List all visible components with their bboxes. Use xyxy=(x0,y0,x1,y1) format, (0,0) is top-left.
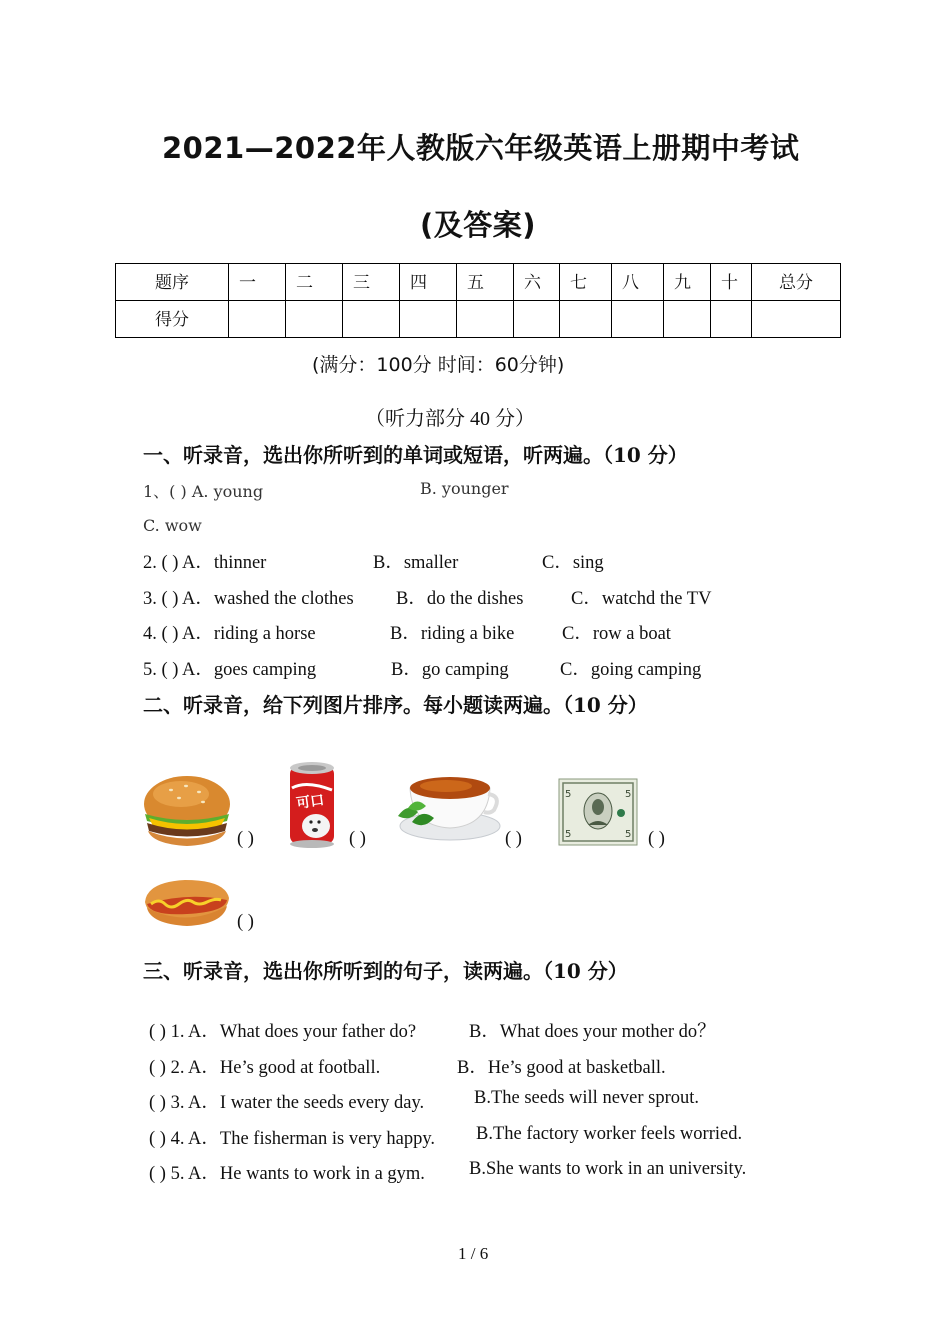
s3-q2-stem: ( ) 2. A．He’s good at football. xyxy=(149,1058,381,1078)
table-cell: 二 xyxy=(286,264,343,301)
svg-text:5: 5 xyxy=(565,789,572,800)
table-cell: 七 xyxy=(560,264,612,301)
score-input-cell[interactable] xyxy=(711,301,752,338)
score-input-cell[interactable] xyxy=(400,301,457,338)
table-cell: 十 xyxy=(711,264,752,301)
table-cell: 四 xyxy=(400,264,457,301)
table-cell: 六 xyxy=(514,264,560,301)
answer-blank[interactable]: ( ) xyxy=(349,829,366,849)
s1-q4-option-b: B．riding a bike xyxy=(390,624,515,644)
svg-text:5: 5 xyxy=(565,829,572,840)
table-cell: 八 xyxy=(612,264,664,301)
exam-info: (满分：100分 时间：60分钟) xyxy=(312,354,565,376)
score-input-cell[interactable] xyxy=(514,301,560,338)
score-input-cell[interactable] xyxy=(457,301,514,338)
table-cell: 题序 xyxy=(116,264,229,301)
score-table-score-row xyxy=(116,301,841,338)
s3-q1-option-b: B．What does your mother do？ xyxy=(469,1022,716,1042)
page-number: 1 / 6 xyxy=(458,1244,489,1263)
s1-q1-stem: 1、( ) A. young xyxy=(143,482,264,501)
answer-blank[interactable]: ( ) xyxy=(648,829,665,849)
svg-text:5: 5 xyxy=(625,829,632,840)
s1-q2-option-b: B．smaller xyxy=(373,553,459,573)
page-subtitle: (及答案) xyxy=(420,208,537,242)
s1-q5-stem: 5. ( ) A．goes camping xyxy=(143,660,317,680)
s1-q4-option-c: C．row a boat xyxy=(562,624,671,644)
s3-q5-option-b: B.She wants to work in an university. xyxy=(469,1159,747,1179)
s3-q2-option-b: B．He’s good at basketball. xyxy=(457,1058,666,1078)
cola-can-picture xyxy=(286,760,338,848)
table-cell: 五 xyxy=(457,264,514,301)
listening-part-label: （听力部分 40 分） xyxy=(365,408,535,430)
s1-q2-option-c: C．sing xyxy=(542,553,604,573)
s1-q2-stem: 2. ( ) A．thinner xyxy=(143,553,267,573)
score-input-cell[interactable] xyxy=(664,301,711,338)
s1-q3-stem: 3. ( ) A．washed the clothes xyxy=(143,589,354,609)
s3-q4-stem: ( ) 4. A．The fisherman is very happy. xyxy=(149,1129,435,1149)
s3-q3-option-b: B.The seeds will never sprout. xyxy=(474,1088,700,1108)
s1-q5-option-c: C．going camping xyxy=(560,660,702,680)
answer-blank[interactable]: ( ) xyxy=(237,829,254,849)
score-table-header-row xyxy=(116,264,841,301)
s1-q3-option-c: C．watchd the TV xyxy=(571,589,712,609)
score-input-cell[interactable] xyxy=(286,301,343,338)
table-cell: 三 xyxy=(343,264,400,301)
score-input-cell[interactable] xyxy=(612,301,664,338)
score-input-cell[interactable] xyxy=(560,301,612,338)
tea-cup-picture xyxy=(394,768,502,844)
section3-heading: 三、听录音，选出你所听到的句子，读两遍。（10 分） xyxy=(143,959,628,983)
svg-text:5: 5 xyxy=(625,789,632,800)
table-cell: 九 xyxy=(664,264,711,301)
score-input-cell[interactable] xyxy=(229,301,286,338)
s3-q4-option-b: B.The factory worker feels worried. xyxy=(476,1124,743,1144)
svg-text:可口: 可口 xyxy=(295,792,326,813)
s1-q4-stem: 4. ( ) A．riding a horse xyxy=(143,624,316,644)
s3-q3-stem: ( ) 3. A．I water the seeds every day. xyxy=(149,1093,425,1113)
dollar-bill-picture xyxy=(557,777,639,847)
table-cell: 得分 xyxy=(116,301,229,338)
section2-heading: 二、听录音，给下列图片排序。每小题读两遍。（10 分） xyxy=(143,693,648,717)
s1-q1-option-c: C. wow xyxy=(143,516,202,535)
answer-blank[interactable]: ( ) xyxy=(237,912,254,932)
score-input-cell[interactable] xyxy=(752,301,841,338)
hamburger-picture xyxy=(141,774,233,848)
page-title: 2021—2022年人教版六年级英语上册期中考试 xyxy=(162,131,800,165)
s3-q5-stem: ( ) 5. A．He wants to work in a gym. xyxy=(149,1164,425,1184)
s3-q1-stem: ( ) 1. A．What does your father do? xyxy=(149,1022,417,1042)
answer-blank[interactable]: ( ) xyxy=(505,829,522,849)
s1-q3-option-b: B．do the dishes xyxy=(396,589,524,609)
hot-dog-picture xyxy=(141,872,231,928)
table-cell: 总分 xyxy=(752,264,841,301)
s1-q1-option-b: B. younger xyxy=(420,479,509,498)
section1-heading: 一、听录音，选出你所听到的单词或短语，听两遍。（10 分） xyxy=(143,443,688,467)
score-table xyxy=(115,263,841,338)
score-input-cell[interactable] xyxy=(343,301,400,338)
s1-q5-option-b: B．go camping xyxy=(391,660,509,680)
table-cell: 一 xyxy=(229,264,286,301)
